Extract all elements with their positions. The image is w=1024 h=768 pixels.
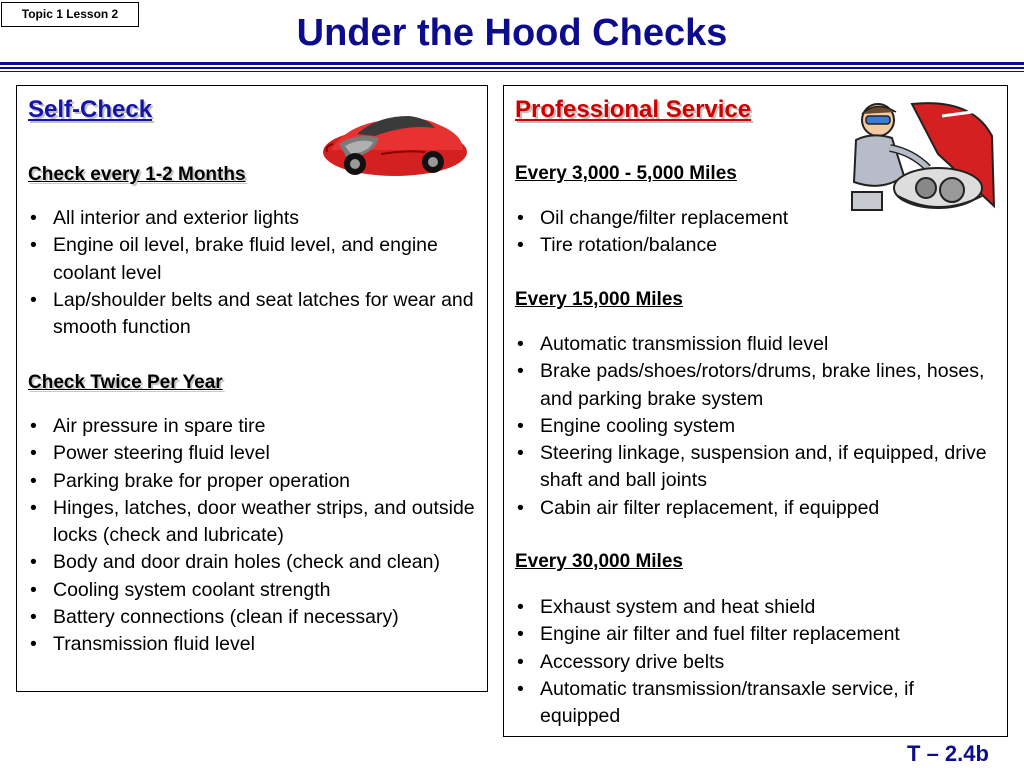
section-heading-1-2-months: Check every 1-2 Months xyxy=(28,164,246,185)
list-item: • Air pressure in spare tire xyxy=(28,413,478,440)
list-item: • Engine air filter and fuel filter replacement xyxy=(515,621,999,648)
list-twice-per-year xyxy=(28,413,478,659)
slide-number: T – 2.4b xyxy=(886,740,1010,768)
list-item: • Battery connections (clean if necessary) xyxy=(28,604,478,631)
self-check-title: Self-Check xyxy=(28,96,153,123)
list-item: • Automatic transmission fluid level xyxy=(515,331,999,358)
section-heading-30000-miles: Every 30,000 Miles xyxy=(515,551,683,572)
list-1-2-months xyxy=(28,205,478,341)
list-item: • Body and door drain holes (check and clean) xyxy=(28,549,478,576)
list-item: • Power steering fluid level xyxy=(28,440,478,467)
topic-lesson-tag: Topic 1 Lesson 2 xyxy=(1,2,139,27)
list-3000-5000-miles xyxy=(515,205,999,260)
list-item: • Transmission fluid level xyxy=(28,631,478,658)
title-rule-thick xyxy=(0,62,1024,65)
list-item: • Hinges, latches, door weather strips, and outside locks (check and lubricate) xyxy=(28,495,478,550)
list-item: • Accessory drive belts xyxy=(515,649,999,676)
list-30000-miles xyxy=(515,594,999,730)
title-rule-thin xyxy=(0,71,1024,72)
list-item: • Parking brake for proper operation xyxy=(28,468,478,495)
list-item: • Cabin air filter replacement, if equipped xyxy=(515,495,999,522)
professional-service-title: Professional Service xyxy=(515,96,752,123)
list-item: • Engine cooling system xyxy=(515,413,999,440)
section-heading-3000-5000-miles: Every 3,000 - 5,000 Miles xyxy=(515,163,737,184)
list-15000-miles xyxy=(515,331,999,522)
list-item: • Brake pads/shoes/rotors/drums, brake lines, hoses, and parking brake system xyxy=(515,358,999,413)
section-heading-15000-miles: Every 15,000 Miles xyxy=(515,289,683,310)
list-item: • Oil change/filter replacement xyxy=(515,205,999,232)
slide-title: Under the Hood Checks xyxy=(296,12,728,54)
list-item: • Cooling system coolant strength xyxy=(28,577,478,604)
list-item: • Automatic transmission/transaxle service, if equipped xyxy=(515,676,999,731)
self-check-panel xyxy=(16,85,488,692)
section-heading-twice-per-year: Check Twice Per Year xyxy=(28,372,223,393)
title-rule-medium xyxy=(0,67,1024,69)
list-item: • Steering linkage, suspension and, if equipped, drive shaft and ball joints xyxy=(515,440,999,495)
list-item: • Exhaust system and heat shield xyxy=(515,594,999,621)
list-item: • Tire rotation/balance xyxy=(515,232,999,259)
list-item: • Engine oil level, brake fluid level, and engine coolant level xyxy=(28,232,478,287)
list-item: • All interior and exterior lights xyxy=(28,205,478,232)
list-item: • Lap/shoulder belts and seat latches for wear and smooth function xyxy=(28,287,478,342)
red-sports-car-icon xyxy=(317,94,467,184)
professional-service-panel xyxy=(503,85,1008,737)
